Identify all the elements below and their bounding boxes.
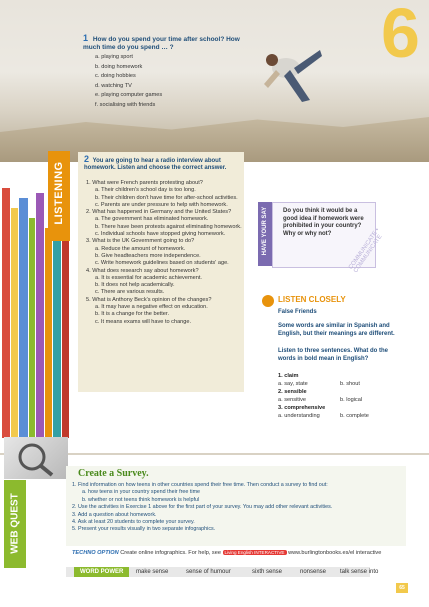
answer-option: b. complete (340, 413, 369, 419)
vocab-word: 1. claim (278, 373, 299, 379)
listen-closely-text: Some words are similar in Spanish and English, but their meanings are different. (278, 323, 395, 337)
web-quest-label: WEB QUEST (9, 493, 21, 554)
listening-tab (48, 151, 70, 241)
jumping-boy-illustration (250, 30, 330, 130)
vocab-word: 2. sensible (278, 389, 307, 395)
web-quest-title: Create a Survey. (78, 468, 149, 479)
question: 2. What has happened in Germany and the United States? (86, 209, 232, 216)
exercise-number: 2 (84, 154, 90, 164)
page-number: 65 (396, 583, 408, 593)
answer-option: a. Their children's school day is too long. (95, 187, 196, 194)
answer-option: b. There have been protests against eliminating homework. (95, 223, 242, 230)
listen-closely-items (278, 372, 408, 420)
list-item: e. playing computer games (95, 92, 163, 99)
listen-closely-subtitle: False Friends (278, 309, 317, 315)
answer-option: b. logical (340, 397, 363, 403)
vocab-options (278, 412, 408, 420)
exercise-number: 1 (83, 33, 89, 43)
question: 1. What were French parents protesting about? (86, 180, 203, 186)
step: 3. Add a question about homework. (72, 511, 157, 518)
list-item: b. doing homework (95, 63, 143, 70)
exercise-2-text: You are going to hear a radio interview about homework. Listen and choose the correct answer. (84, 158, 227, 172)
have-your-say-question: Do you think it would be a good idea if homework were prohibited in your country? Why or why not? (283, 208, 364, 237)
answer-option: b. shout (340, 381, 360, 387)
answer-option: a. say, state (278, 381, 308, 387)
answer-option: a. Reduce the amount of homework. (95, 245, 186, 252)
ear-icon (262, 295, 274, 307)
exercise-1-question (83, 34, 253, 52)
web-quest-tab (4, 480, 26, 568)
answer-option: c. Parents are under pressure to help with homework. (95, 201, 228, 208)
answer-option: b. It does not help academically. (95, 282, 175, 289)
listen-closely-question: Listen to three sentences. What do the words in bold mean in English? (278, 348, 389, 362)
word-power-item: make sense (136, 569, 169, 575)
answer-option: c. Write homework guidelines based on students' age. (95, 260, 229, 267)
web-quest-steps (72, 482, 392, 534)
answer-option: c. It means exams will have to change. (95, 318, 192, 325)
techno-option-label: TECHNO OPTION (72, 550, 119, 556)
magnifying-glass-icon (4, 437, 68, 479)
vocab-options (278, 396, 408, 404)
techno-option-text: Create online infographics. For help, see (120, 550, 221, 556)
list-item: f. socialising with friends (95, 101, 156, 108)
have-your-say-tab (258, 202, 272, 266)
answer-option: a. sensitive (278, 397, 306, 403)
answer-option: a. It is essential for academic achievement. (95, 274, 202, 281)
list-item: d. watching TV (95, 82, 132, 89)
have-your-say-label: HAVE YOUR SAY (262, 206, 268, 256)
answer-option: c. There are various results. (95, 289, 165, 296)
step: 2. Use the activities in Exercise 1 above for the first part of your survey. You may add other relevant activities. (72, 504, 333, 511)
listen-closely-title: LISTEN CLOSELY (278, 295, 346, 304)
list-item: a. playing sport (95, 54, 133, 60)
answer-option: b. It is a change for the better. (95, 311, 170, 318)
question: 3. What is the UK Government going to do? (86, 238, 195, 245)
step: a. how teens in your country spend their free time (82, 489, 201, 496)
answer-option: a. The government has eliminated homework. (95, 216, 209, 223)
vocab-options (278, 380, 408, 388)
word-power-item: sense of humour (186, 569, 231, 575)
exercise-1-text: How do you spend your time after school? How much time do you spend … ? (83, 36, 240, 51)
chapter-number: 6 (381, 0, 420, 72)
vocab-word: 3. comprehensive (278, 405, 326, 411)
answer-option: c. Individual schools have stopped giving homework. (95, 231, 226, 238)
exercise-2-instruction (84, 156, 244, 173)
magnifier-image (4, 437, 68, 479)
techno-option (72, 550, 381, 556)
question: 4. What does research say about homework? (86, 267, 199, 274)
step: 1. Find information on how teens in other countries spend their free time. Then conduct a survey to find out: (72, 482, 328, 488)
techno-option-link[interactable]: www.burlingtonbooks.es/el interactive (288, 550, 382, 556)
answer-option: b. Their children don't have time for after-school activities. (95, 194, 238, 201)
word-power-label: WORD POWER (74, 567, 129, 577)
word-power-item: talk sense into (340, 569, 379, 575)
exercise-1-options (95, 53, 162, 111)
word-power-item: sixth sense (252, 569, 283, 575)
list-item: c. doing hobbies (95, 73, 136, 80)
listening-questions (86, 180, 242, 326)
listening-tab-label: LISTENING (53, 161, 65, 225)
step: 4. Ask at least 20 students to complete your survey. (72, 519, 195, 526)
answer-option: a. understanding (278, 413, 320, 419)
interactive-badge: Living English INTERACTIVE (224, 550, 285, 555)
answer-option: b. Give headteachers more independence. (95, 252, 201, 259)
step: b. whether or not teens think homework is helpful (82, 496, 200, 503)
answer-option: a. It may have a negative effect on education. (95, 304, 208, 311)
communicate-watermark: COMMUNICATE • COMMUNICATE (348, 227, 384, 275)
word-power-item: nonsense (300, 569, 327, 575)
question: 5. What is Anthony Beck's opinion of the changes? (86, 296, 212, 303)
step: 5. Present your results visually in two separate infographics. (72, 526, 216, 533)
